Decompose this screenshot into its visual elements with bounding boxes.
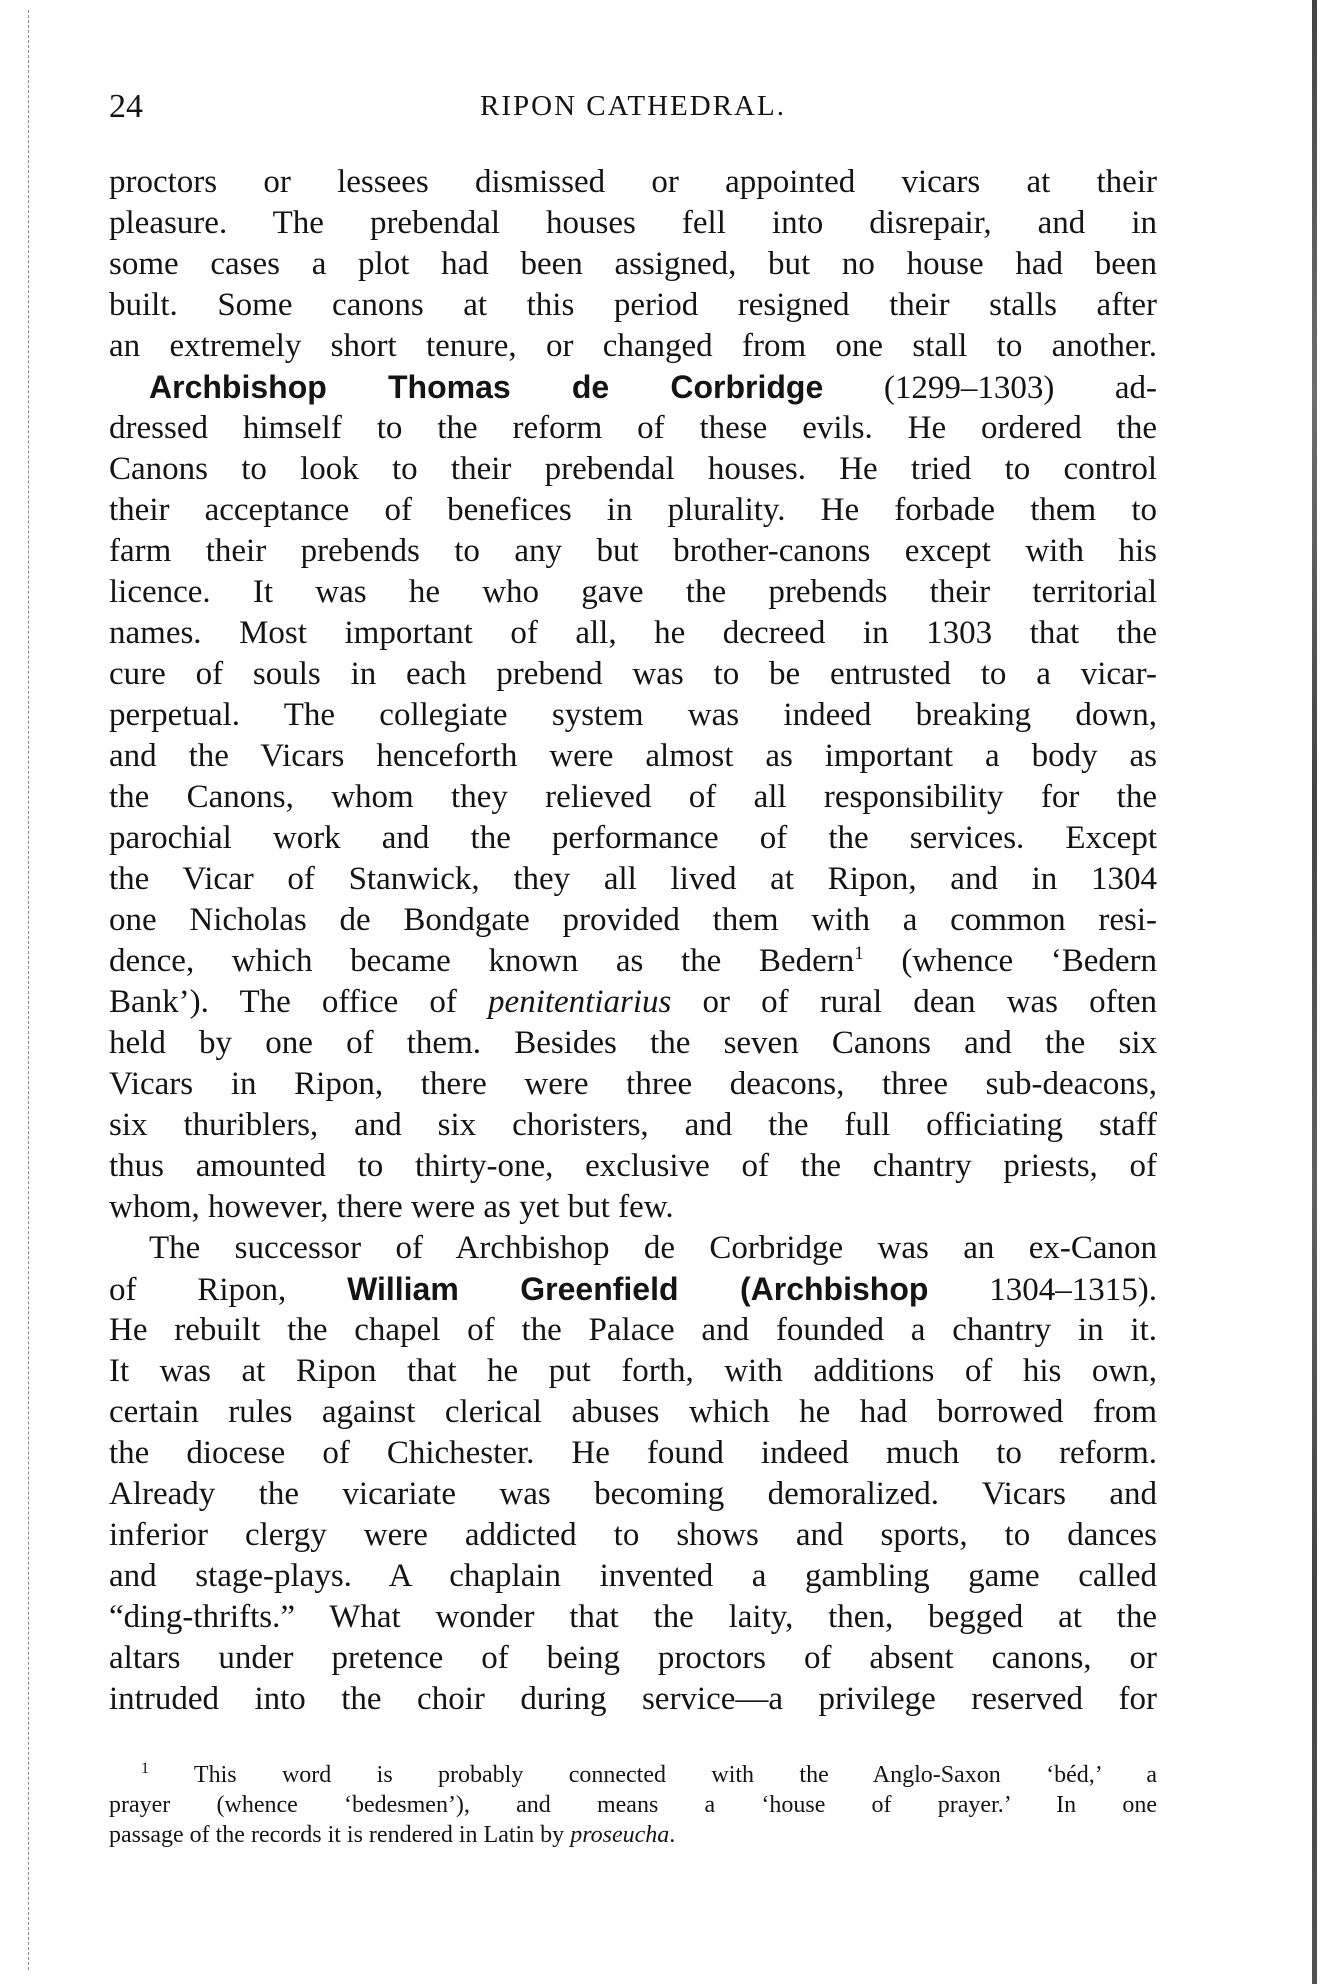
text-run: dressed himself to the reform of these evils. He ordered the [109, 410, 1157, 446]
text-run: farm their prebends to any but brother-canons except with his [109, 533, 1157, 569]
running-head: RIPON CATHEDRAL. [480, 90, 786, 122]
italic-term: penitentiarius [488, 984, 672, 1020]
text-run: one Nicholas de Bondgate provided them with a common resi- [109, 902, 1157, 938]
text-run: “ding-thrifts.” What wonder that the laity, then, begged at the [109, 1599, 1157, 1635]
footnote-line [109, 1760, 1157, 1790]
text-line [109, 1515, 1157, 1556]
text-line [109, 818, 1157, 859]
text-run: some cases a plot had been assigned, but no house had been [109, 246, 1157, 282]
text-line [109, 1474, 1157, 1515]
text-line [109, 531, 1157, 572]
text-run: prayer (whence ‘bedesmen’), and means a ‘house of prayer.’ In one [109, 1792, 1157, 1818]
text-line [109, 1146, 1157, 1187]
text-line [109, 777, 1157, 818]
text-line [109, 613, 1157, 654]
text-run: (1299–1303) ad- [823, 370, 1157, 406]
text-line [109, 408, 1157, 449]
text-line [109, 1679, 1157, 1720]
text-run: intruded into the choir during service—a privilege reserved for [109, 1681, 1157, 1717]
text-run: Canons to look to their prebendal houses. He tried to control [109, 451, 1157, 487]
text-line [109, 654, 1157, 695]
text-run: pleasure. The prebendal houses fell into disrepair, and in [109, 205, 1157, 241]
body-text [109, 162, 1157, 1720]
text-run: held by one of them. Besides the seven Canons and the six [109, 1025, 1157, 1061]
text-run: altars under pretence of being proctors of absent canons, or [109, 1640, 1157, 1676]
text-run: licence. It was he who gave the prebends their territorial [109, 574, 1157, 610]
text-run: 1304–1315). [928, 1272, 1157, 1308]
text-run: This word is probably connected with the Anglo-Saxon ‘béd,’ a [149, 1762, 1157, 1788]
text-line [109, 1392, 1157, 1433]
text-run: an extremely short tenure, or changed from one stall to another. [109, 328, 1157, 364]
text-line [109, 285, 1157, 326]
text-line [109, 572, 1157, 613]
text-line [109, 1187, 1157, 1228]
text-line [109, 326, 1157, 367]
text-line [109, 162, 1157, 203]
footnotes [109, 1760, 1157, 1850]
footnote-line [109, 1820, 1157, 1850]
text-line [109, 695, 1157, 736]
text-run: six thuriblers, and six choristers, and the full officiating staff [109, 1107, 1157, 1143]
text-line [109, 1638, 1157, 1679]
text-line [109, 1228, 1157, 1269]
text-run: parochial work and the performance of the services. Except [109, 820, 1157, 856]
text-run: their acceptance of benefices in plurality. He forbade them to [109, 492, 1157, 528]
text-run: of Ripon, [109, 1272, 348, 1308]
bold-name: Archbishop Thomas de Corbridge [149, 369, 824, 405]
text-run: the Canons, whom they relieved of all responsibility for the [109, 779, 1157, 815]
text-run: Vicars in Ripon, there were three deacons, three sub-deacons, [109, 1066, 1157, 1102]
text-run: and the Vicars henceforth were almost as important a body as [109, 738, 1157, 774]
text-run: inferior clergy were addicted to shows and sports, to dances [109, 1517, 1157, 1553]
text-run: Already the vicariate was becoming demoralized. Vicars and [109, 1476, 1157, 1512]
page-number: 24 [109, 88, 143, 125]
text-line [109, 1556, 1157, 1597]
text-run: . [669, 1822, 676, 1848]
text-line [109, 1023, 1157, 1064]
text-line [109, 900, 1157, 941]
text-run: names. Most important of all, he decreed in 1303 that the [109, 615, 1157, 651]
footnote-line [109, 1790, 1157, 1820]
text-run: proctors or lessees dismissed or appointed vicars at their [109, 164, 1157, 200]
text-line [109, 1597, 1157, 1638]
text-line [109, 736, 1157, 777]
footnote-marker: 1 [854, 943, 864, 964]
text-line [109, 1310, 1157, 1351]
text-line [109, 982, 1157, 1023]
text-line [109, 859, 1157, 900]
text-run: built. Some canons at this period resigned their stalls after [109, 287, 1157, 323]
text-run: dence, which became known as the Bedern [109, 943, 855, 979]
text-line [109, 490, 1157, 531]
text-run: (whence ‘Bedern [863, 943, 1157, 979]
italic-term: proseucha [570, 1822, 670, 1848]
text-line [109, 1105, 1157, 1146]
text-run: Bank’). The office of [109, 984, 489, 1020]
page-header [109, 88, 1157, 132]
text-line [109, 1351, 1157, 1392]
page-gutter-rule [28, 10, 29, 1970]
text-line [109, 941, 1157, 982]
text-run: thus amounted to thirty-one, exclusive of the chantry priests, of [109, 1148, 1157, 1184]
text-line [109, 1269, 1157, 1310]
bold-name: William Greenfield (Archbishop [347, 1271, 929, 1307]
page-binding-edge [1312, 0, 1317, 1984]
text-run: the Vicar of Stanwick, they all lived at Ripon, and in 1304 [109, 861, 1157, 897]
text-run: whom, however, there were as yet but few. [109, 1189, 674, 1225]
text-run: passage of the records it is rendered in Latin by [109, 1822, 571, 1848]
text-run: cure of souls in each prebend was to be entrusted to a vicar- [109, 656, 1157, 692]
text-line [109, 449, 1157, 490]
text-run: and stage-plays. A chaplain invented a gambling game called [109, 1558, 1157, 1594]
text-run: or of rural dean was often [671, 984, 1157, 1020]
text-run: It was at Ripon that he put forth, with additions of his own, [109, 1353, 1157, 1389]
text-line [109, 367, 1157, 408]
text-run: perpetual. The collegiate system was indeed breaking down, [109, 697, 1157, 733]
text-line [109, 1433, 1157, 1474]
text-run: He rebuilt the chapel of the Palace and founded a chantry in it. [109, 1312, 1157, 1348]
text-line [109, 244, 1157, 285]
text-run: certain rules against clerical abuses which he had borrowed from [109, 1394, 1157, 1430]
text-line [109, 1064, 1157, 1105]
footnote-marker: 1 [141, 1760, 149, 1777]
text-line [109, 203, 1157, 244]
text-run: the diocese of Chichester. He found indeed much to reform. [109, 1435, 1157, 1471]
text-run: The successor of Archbishop de Corbridge was an ex-Canon [149, 1230, 1157, 1266]
